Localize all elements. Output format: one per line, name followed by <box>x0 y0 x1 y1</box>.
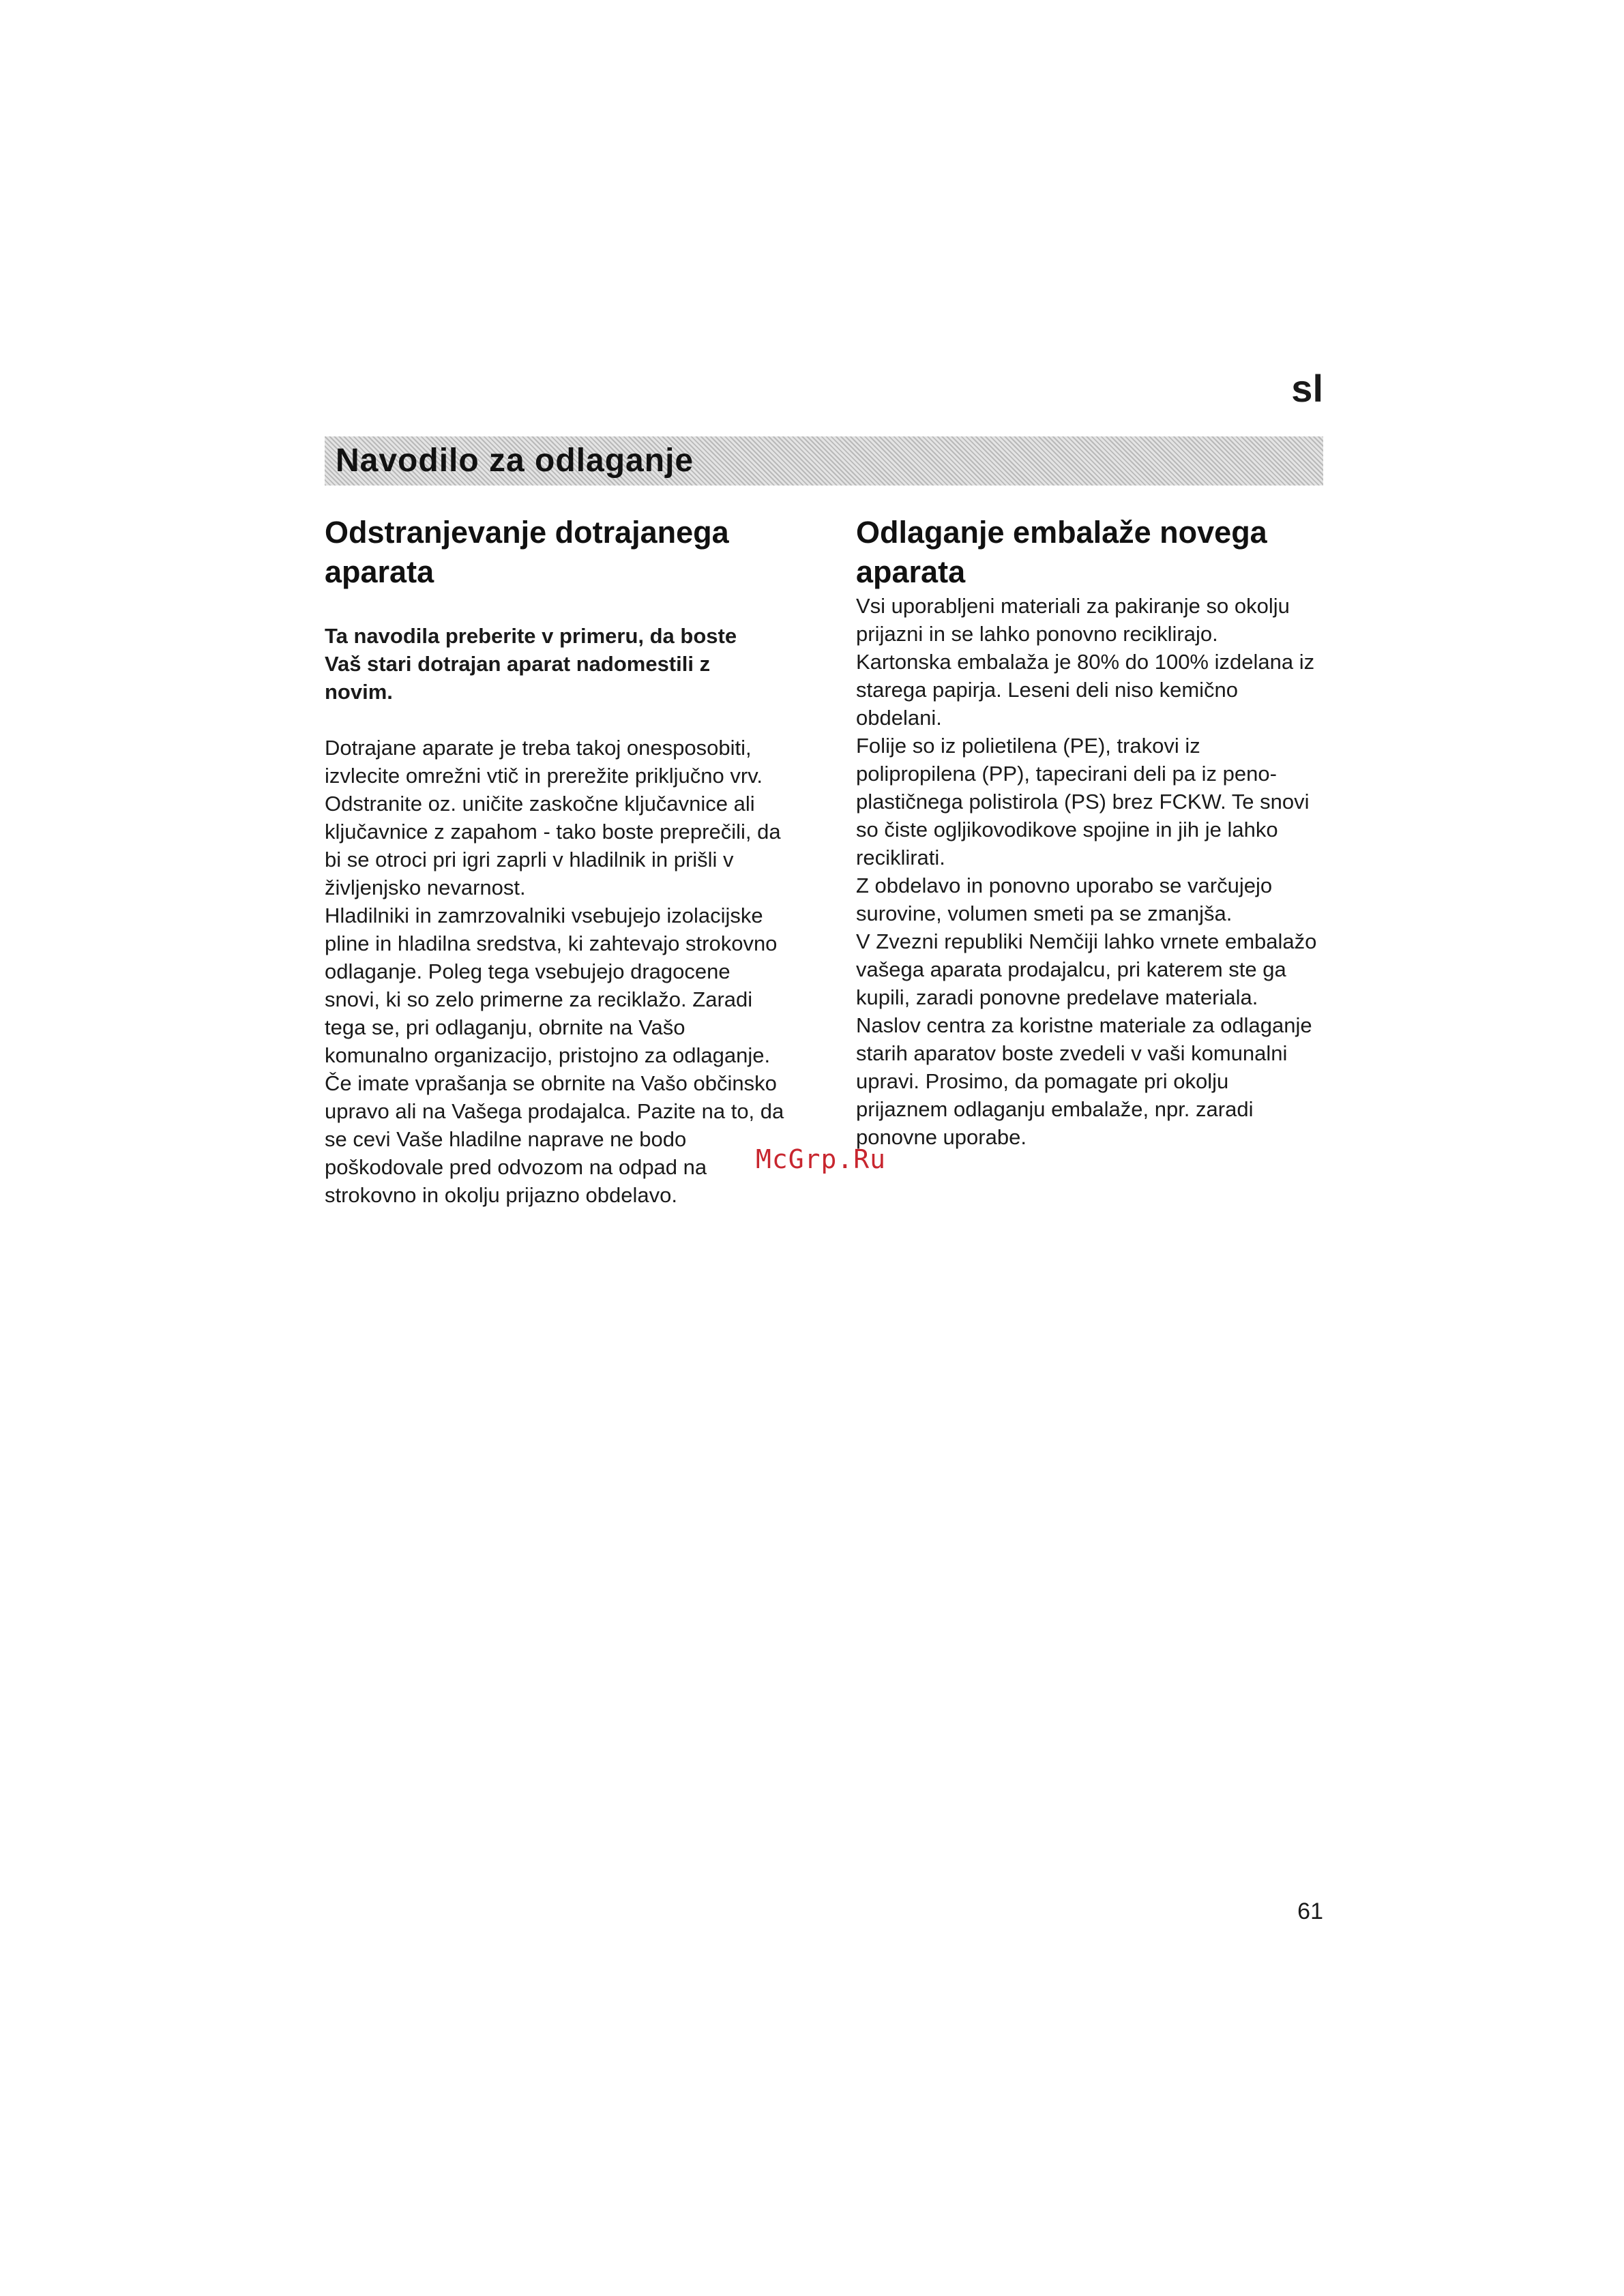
text-line: Hladilniki in zamrzovalniki vsebujejo izolacijske <box>325 904 763 927</box>
text-line: bi se otroci pri igri zaprli v hladilnik in prišli v <box>325 848 734 871</box>
left-heading-line: Odstranjevanje dotrajanega <box>325 515 729 550</box>
text-line: Odstranite oz. uničite zaskočne ključavnice ali <box>325 792 755 816</box>
text-line: surovine, volumen smeti pa se zmanjša. <box>856 901 1232 925</box>
text-line: upravi. Prosimo, da pomagate pri okolju <box>856 1069 1229 1093</box>
text-line: komunalno organizacijo, pristojno za odlaganje. <box>325 1043 771 1067</box>
left-heading <box>325 513 795 592</box>
text-line: reciklirati. <box>856 846 945 869</box>
text-line: ponovne uporabe. <box>856 1125 1027 1149</box>
watermark: McGrp.Ru <box>756 1144 887 1174</box>
text-line: Naslov centra za koristne materiale za odlaganje <box>856 1013 1312 1037</box>
text-line: Dotrajane aparate je treba takoj onesposobiti, <box>325 736 752 760</box>
text-line: poškodovale pred odvozom na odpad na <box>325 1155 707 1179</box>
text-line: polipropilena (PP), tapecirani deli pa iz peno- <box>856 762 1277 786</box>
right-body-text <box>856 592 1327 1151</box>
text-line: V Zvezni republiki Nemčiji lahko vrnete embalažo <box>856 929 1317 953</box>
lead-line: novim. <box>325 680 393 704</box>
text-line: starega papirja. Leseni deli niso kemično <box>856 678 1239 702</box>
text-line: strokovno in okolju prijazno obdelavo. <box>325 1183 677 1207</box>
page-number: 61 <box>1297 1898 1323 1924</box>
lead-line: Ta navodila preberite v primeru, da boste <box>325 624 737 648</box>
text-line: kupili, zaradi ponovne predelave materiala. <box>856 985 1258 1009</box>
text-line: prijazni in se lahko ponovno reciklirajo. <box>856 622 1218 646</box>
text-line: Kartonska embalaža je 80% do 100% izdelana iz <box>856 650 1315 674</box>
left-lead-paragraph <box>325 622 795 706</box>
right-heading-line: Odlaganje embalaže novega <box>856 515 1267 550</box>
left-column <box>325 513 795 1209</box>
right-heading <box>856 513 1327 592</box>
language-code: sl <box>1291 367 1323 410</box>
text-line: upravo ali na Vašega prodajalca. Pazite na to, da <box>325 1099 784 1123</box>
left-body-text <box>325 734 795 1209</box>
text-line: snovi, ki so zelo primerne za reciklažo. Zaradi <box>325 987 753 1011</box>
right-heading-line: aparata <box>856 554 966 589</box>
text-line: Če imate vprašanja se obrnite na Vašo občinsko <box>325 1071 777 1095</box>
left-heading-line: aparata <box>325 554 434 589</box>
text-line: se cevi Vaše hladilne naprave ne bodo <box>325 1127 687 1151</box>
text-line: Folije so iz polietilena (PE), trakovi iz <box>856 734 1200 758</box>
text-line: vašega aparata prodajalcu, pri katerem ste ga <box>856 957 1286 981</box>
text-line: pline in hladilna sredstva, ki zahtevajo strokovno <box>325 931 778 955</box>
text-line: prijaznem odlaganju embalaže, npr. zaradi <box>856 1097 1254 1121</box>
lead-line: Vaš stari dotrajan aparat nadomestili z <box>325 652 711 676</box>
text-line: so čiste ogljikovodikove spojine in jih je lahko <box>856 818 1278 841</box>
text-line: starih aparatov boste zvedeli v vaši komunalni <box>856 1041 1288 1065</box>
text-line: Vsi uporabljeni materiali za pakiranje so okolju <box>856 594 1290 618</box>
text-line: tega se, pri odlaganju, obrnite na Vašo <box>325 1015 685 1039</box>
text-line: odlaganje. Poleg tega vsebujejo dragocene <box>325 959 730 983</box>
section-title: Navodilo za odlaganje <box>336 443 694 479</box>
text-line: Z obdelavo in ponovno uporabo se varčujejo <box>856 874 1273 897</box>
section-banner <box>325 436 1323 486</box>
text-line: plastičnega polistirola (PS) brez FCKW. Te snovi <box>856 790 1310 814</box>
text-line: življenjsko nevarnost. <box>325 876 526 899</box>
text-line: ključavnice z zapahom - tako boste preprečili, da <box>325 820 781 844</box>
text-line: izvlecite omrežni vtič in prerežite priključno vrv. <box>325 764 763 788</box>
text-line: obdelani. <box>856 706 942 730</box>
right-column <box>856 513 1327 1151</box>
